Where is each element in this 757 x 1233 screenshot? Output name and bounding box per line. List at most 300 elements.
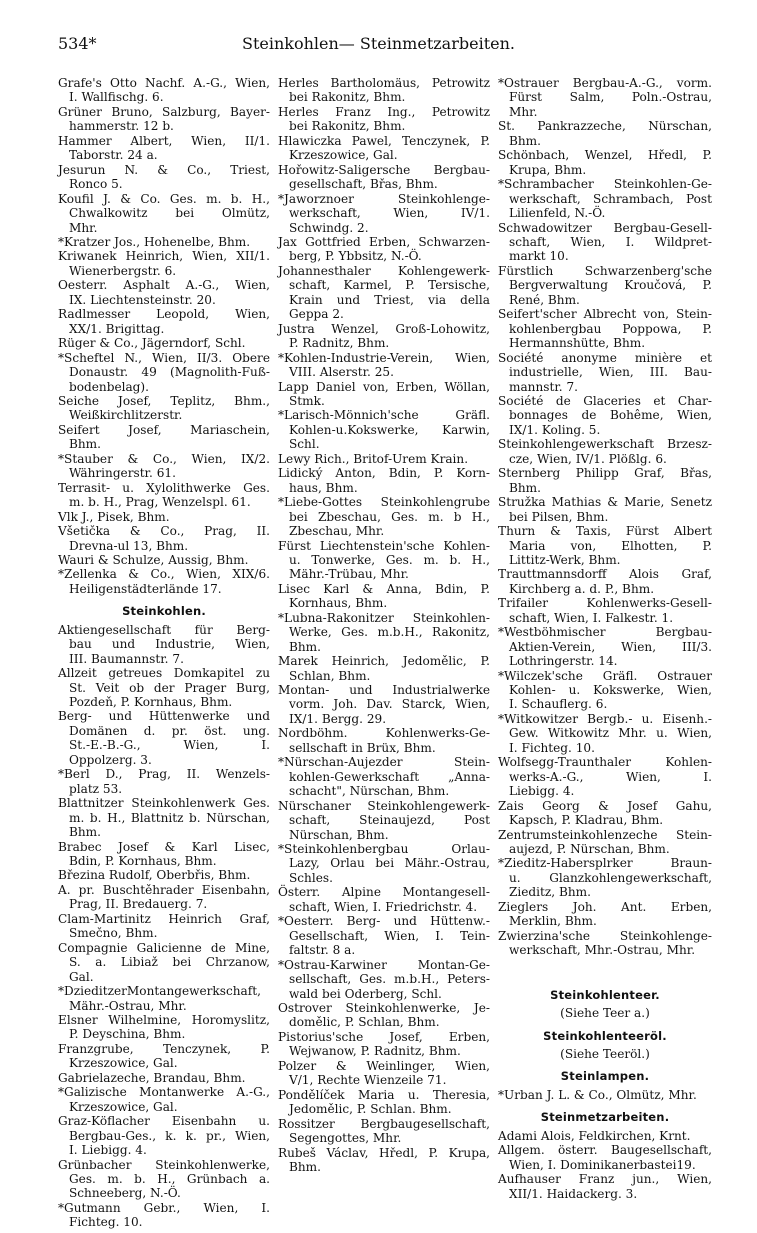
entry-address: kohlenbergbau Poppowa, P.	[509, 321, 712, 336]
entry-address: I. Fichteg. 10.	[509, 740, 595, 755]
entry-address: Prag, II. Bredauerg. 7.	[69, 897, 208, 912]
entry-address: industrielle, Wien, III. Bau-	[509, 365, 712, 380]
entry-name: Fürstlich Schwarzenberg'sche	[498, 263, 712, 278]
entry-address: bei Pilsen, Bhm.	[509, 509, 609, 524]
entry-address: Bergverwaltung Kroučová, P.	[509, 278, 712, 293]
entry-address: Zieditz, Bhm.	[509, 885, 591, 900]
entry-name: Graz-Köflacher Eisenbahn u.	[58, 1114, 270, 1129]
entry-address: Bhm.	[509, 480, 541, 495]
directory-entry	[58, 767, 270, 796]
entry-address: St. Veit ob der Prager Burg,	[69, 680, 270, 695]
entry-name: Polzer & Weinlinger, Wien,	[278, 1058, 490, 1073]
directory-entry	[278, 192, 490, 235]
column-1	[58, 76, 270, 1230]
entry-list	[278, 76, 490, 1174]
entry-name: Grünbacher Steinkohlenwerke,	[58, 1157, 270, 1172]
entry-address: Schwindg. 2.	[289, 220, 369, 235]
entry-name: Nordböhm. Kohlenwerks-Ge-	[278, 726, 490, 741]
directory-entry	[498, 1143, 712, 1172]
directory-entry	[58, 623, 270, 666]
directory-entry	[498, 177, 712, 220]
entry-name: Trifailer Kohlenwerks-Gesell-	[498, 596, 712, 611]
entry-name: Franzgrube, Tenczynek, P.	[58, 1041, 270, 1056]
directory-entry	[58, 235, 270, 249]
section-heading-steinkohlen: Steinkohlen.	[122, 604, 206, 619]
entry-address: haus, Bhm.	[289, 480, 358, 495]
entry-name: Clam-Martinitz Heinrich Graf,	[58, 911, 270, 926]
entry-name: Marek Heinrich, Jedomělic, P.	[278, 654, 490, 669]
entry-address: werkschaft, Mhr.-Ostrau, Mhr.	[509, 943, 696, 958]
entry-list	[498, 76, 712, 958]
entry-address: Heiligenstädterlände 17.	[69, 581, 222, 596]
entry-address: Werke, Ges. m.b.H., Rakonitz,	[289, 625, 490, 640]
entry-address: René, Bhm.	[509, 292, 580, 307]
entry-address: aujezd, P. Nürschan, Bhm.	[509, 842, 670, 857]
entry-name: Rüger & Co., Jägerndorf, Schl.	[58, 336, 246, 351]
entry-address: u. Glanzkohlengewerkschaft,	[509, 870, 712, 885]
section-heading-steinkohlenteer: Steinkohlenteer.	[550, 987, 660, 1002]
directory-entry	[498, 1088, 712, 1102]
entry-address: P. Radnitz, Bhm.	[289, 336, 390, 351]
directory-entry	[278, 351, 490, 380]
entry-address: u. Tonwerke, Ges. m. b. H.,	[289, 552, 490, 567]
directory-entry	[278, 466, 490, 495]
entry-address: wald bei Oderberg, Schl.	[289, 986, 442, 1001]
entry-address: Schl.	[289, 437, 320, 452]
entry-list	[58, 76, 270, 596]
directory-entry	[58, 709, 270, 767]
directory-entry	[278, 582, 490, 611]
entry-name: Jesurun N. & Co., Triest,	[58, 162, 270, 177]
entry-address: bodenbelag).	[69, 379, 149, 394]
entry-name: *Lubna-Rakonitzer Steinkohlen-	[278, 610, 490, 625]
entry-address: schaft, Wien, I. Friedrichstr. 4.	[289, 899, 478, 914]
entry-name: Terrasit- u. Xylolithwerke Ges.	[58, 480, 270, 495]
cross-reference: (Siehe Teer a.)	[560, 1006, 650, 1021]
entry-name: Aufhauser Franz jun., Wien,	[498, 1172, 712, 1187]
section-heading-steinkohlenteeroel: Steinkohlenteeröl.	[543, 1028, 667, 1043]
entry-name: Elsner Wilhelmine, Horomyslitz,	[58, 1013, 270, 1027]
page-header	[0, 28, 757, 58]
entry-address: schaft, Wien, I. Falkestr. 1.	[509, 610, 674, 625]
directory-entry	[498, 119, 712, 148]
directory-entry	[278, 322, 490, 351]
directory-entry	[498, 799, 712, 828]
entry-address: Währingerstr. 61.	[69, 466, 176, 481]
entry-name: Oesterr. Asphalt A.-G., Wien,	[58, 278, 270, 293]
entry-name: Koufil J. & Co. Ges. m. b. H.,	[58, 191, 270, 206]
entry-address: Stmk.	[289, 393, 325, 408]
directory-entry	[498, 437, 712, 466]
entry-name: Kriwanek Heinrich, Wien, XII/1.	[58, 249, 270, 264]
entry-list	[58, 623, 270, 1230]
entry-name: *Kohlen-Industrie-Verein, Wien,	[278, 350, 490, 365]
entry-name: *Zieditz-Habersplrker Braun-	[498, 856, 712, 871]
directory-entry	[278, 380, 490, 409]
directory-entry	[58, 1013, 270, 1042]
entry-name: Brabec Josef & Karl Lisec,	[58, 839, 270, 854]
directory-entry	[498, 929, 712, 958]
directory-entry	[58, 941, 270, 984]
entry-address: Lilienfeld, N.-Ö.	[509, 206, 606, 221]
directory-entry	[278, 654, 490, 683]
entry-name: *Westböhmischer Bergbau-	[498, 625, 712, 640]
directory-entry	[58, 452, 270, 481]
entry-address: Merklin, Bhm.	[509, 914, 597, 929]
directory-entry	[58, 394, 270, 423]
entry-name: Rossitzer Bergbaugesellschaft,	[278, 1116, 490, 1131]
entry-address: werks-A.-G., Wien, I.	[509, 769, 712, 784]
entry-name: Lewy Rich., Britof-Urem Krain.	[278, 451, 469, 466]
directory-entry	[278, 235, 490, 264]
entry-address: m. b. H., Blattnitz b. Nürschan,	[69, 810, 270, 825]
entry-name: *Jaworznoer Steinkohlenge-	[278, 191, 490, 206]
entry-address: Mhr.	[69, 220, 98, 235]
entry-address: Kohlen-u.Kokswerke, Karwin,	[289, 422, 490, 437]
entry-name: *Berl D., Prag, II. Wenzels-	[58, 767, 270, 782]
entry-name: *Urban J. L. & Co., Olmütz, Mhr.	[498, 1087, 697, 1102]
entry-address: Krain und Triest, via della	[289, 292, 490, 307]
entry-name: Všetička & Co., Prag, II.	[58, 524, 270, 539]
entry-address: Weißkirchlitzerstr.	[69, 408, 183, 423]
entry-name: Schönbach, Wenzel, Hředl, P.	[498, 148, 712, 163]
entry-address: XII/1. Haidackerg. 3.	[509, 1186, 638, 1201]
entry-name: Lapp Daniel von, Erben, Wöllan,	[278, 379, 490, 394]
entry-name: Aktiengesellschaft für Berg-	[58, 622, 270, 637]
directory-entry	[58, 423, 270, 452]
entry-address: hammerstr. 12 b.	[69, 119, 174, 134]
directory-entry	[498, 76, 712, 119]
directory-entry	[278, 1030, 490, 1059]
entry-name: Nürschaner Steinkohlengewerk-	[278, 798, 490, 813]
entry-name: Pistorius'sche Josef, Erben,	[278, 1029, 490, 1044]
directory-entry	[278, 1088, 490, 1117]
entry-name: Blattnitzer Steinkohlenwerk Ges.	[58, 796, 270, 811]
entry-name: Lisec Karl & Anna, Bdin, P.	[278, 581, 490, 596]
entry-name: Zais Georg & Josef Gahu,	[498, 798, 712, 813]
entry-address: Geppa 2.	[289, 307, 344, 322]
directory-entry	[498, 221, 712, 264]
directory-entry	[58, 1114, 270, 1157]
entry-address: m. b. H., Prag, Wenzelspl. 61.	[69, 495, 251, 510]
directory-entry	[498, 828, 712, 857]
entry-address: Fürst Salm, Poln.-Ostrau,	[509, 90, 712, 105]
directory-entry	[58, 1085, 270, 1114]
entry-address: sellschaft in Brüx, Bhm.	[289, 740, 436, 755]
directory-entry	[58, 278, 270, 307]
entry-address: Hermannshütte, Bhm.	[509, 336, 646, 351]
entry-name: Zwierzina'sche Steinkohlenge-	[498, 928, 712, 943]
entry-address: mannstr. 7.	[509, 379, 579, 394]
entry-name: Allgem. österr. Baugesellschaft,	[498, 1143, 712, 1158]
entry-address: III. Baumannstr. 7.	[69, 651, 184, 666]
directory-entry	[278, 134, 490, 163]
entry-name: Société anonyme minière et	[498, 350, 712, 365]
entry-name: Grafe's Otto Nachf. A.-G., Wien,	[58, 76, 270, 90]
entry-name: Johannesthaler Kohlengewerk-	[278, 263, 490, 278]
entry-address: XX/1. Brigittag.	[69, 321, 165, 336]
directory-entry	[58, 76, 270, 105]
directory-entry	[498, 900, 712, 929]
entry-name: Société de Glaceries et Char-	[498, 393, 712, 408]
column-3	[498, 76, 712, 1201]
directory-entry	[58, 567, 270, 596]
directory-entry	[498, 1129, 712, 1143]
directory-entry	[498, 596, 712, 625]
directory-entry	[278, 495, 490, 538]
entry-name: *Kratzer Jos., Hohenelbe, Bhm.	[58, 234, 251, 249]
entry-address: Zbeschau, Mhr.	[289, 524, 385, 539]
entry-address: Schneeberg, N.-Ö.	[69, 1186, 181, 1201]
entry-name: *Oesterr. Berg- und Hüttenw.-	[278, 914, 490, 929]
entry-address: Drevna-ul 13, Bhm.	[69, 538, 189, 553]
entry-list	[498, 1088, 712, 1102]
entry-name: *Larisch-Mönnich'sche Gräfl.	[278, 408, 490, 423]
entry-address: domělic, P. Schlan, Bhm.	[289, 1015, 440, 1030]
directory-entry	[278, 452, 490, 466]
entry-address: faltstr. 8 a.	[289, 943, 356, 958]
directory-entry	[498, 1172, 712, 1201]
section-heading-steinlampen: Steinlampen.	[560, 1069, 650, 1084]
entry-address: Mähr.-Ostrau, Mhr.	[69, 998, 187, 1013]
entry-name: *Ostrauer Bergbau-A.-G., vorm.	[498, 76, 712, 90]
entry-address: Taborstr. 24 a.	[69, 148, 158, 163]
entry-name: *DzieditzerMontangewerkschaft,	[58, 984, 261, 999]
entry-address: Krzeszowice, Gal.	[69, 1099, 178, 1114]
directory-entry	[278, 539, 490, 582]
entry-address: Gesellschaft, Wien, I. Tein-	[289, 928, 490, 943]
directory-entry	[278, 611, 490, 654]
directory-entry	[278, 76, 490, 105]
entry-name: *Steinkohlenbergbau Orlau-	[278, 842, 490, 857]
entry-address: Krupa, Bhm.	[509, 162, 587, 177]
entry-address: Schles.	[289, 870, 333, 885]
entry-name: Seifert'scher Albrecht von, Stein-	[498, 307, 712, 322]
directory-entry	[58, 796, 270, 839]
entry-address: kohlen-Gewerkschaft „Anna-	[289, 769, 490, 784]
entry-name: Fürst Liechtenstein'sche Kohlen-	[278, 538, 490, 553]
entry-name: *Witkowitzer Bergb.- u. Eisenh.-	[498, 711, 712, 726]
entry-address: Donaustr. 49 (Magnolith-Fuß-	[69, 365, 270, 380]
entry-address: Littitz-Werk, Bhm.	[509, 552, 621, 567]
entry-address: Nürschan, Bhm.	[289, 827, 389, 842]
entry-address: bonnages de Bohême, Wien,	[509, 408, 712, 423]
entry-address: schacht", Nürschan, Bhm.	[289, 784, 450, 799]
entry-address: Wien, I. Dominikanerbastei19.	[509, 1157, 696, 1172]
entry-address: IX/1. Koling. 5.	[509, 422, 601, 437]
entry-address: Wienerbergstr. 6.	[69, 263, 177, 278]
entry-address: bei Zbeschau, Ges. m. b H.,	[289, 509, 490, 524]
entry-name: Trauttmannsdorff Alois Graf,	[498, 567, 712, 582]
entry-address: P. Deyschina, Bhm.	[69, 1027, 186, 1042]
entry-address: cze, Wien, IV/1. Plößlg. 6.	[509, 451, 667, 466]
entry-address: Kirchberg a. d. P., Bhm.	[509, 581, 655, 596]
directory-entry	[58, 510, 270, 524]
entry-name: A. pr. Buschtěhrader Eisenbahn,	[58, 882, 270, 897]
entry-name: Montan- und Industrialwerke	[278, 683, 490, 698]
entry-address: Aktien-Verein, Wien, III/3.	[509, 639, 712, 654]
directory-entry	[58, 868, 270, 882]
entry-address: schaft, Wien, I. Wildpret-	[509, 234, 712, 249]
entry-name: Stružka Mathias & Marie, Senetz	[498, 495, 712, 510]
directory-entry	[278, 105, 490, 134]
directory-entry	[58, 553, 270, 567]
entry-name: Österr. Alpine Montangesell-	[278, 885, 490, 900]
entry-address: sellschaft, Ges. m.b.H., Peters-	[289, 972, 490, 987]
entry-address: vorm. Joh. Dav. Starck, Wien,	[289, 697, 490, 712]
entry-name: *Scheftel N., Wien, II/3. Obere	[58, 350, 270, 365]
entry-name: *Zellenka & Co., Wien, XIX/6.	[58, 567, 270, 582]
entry-name: Thurn & Taxis, Fürst Albert	[498, 524, 712, 539]
entry-address: I. Wallfischg. 6.	[69, 90, 164, 105]
directory-entry	[58, 249, 270, 278]
entry-address: bau und Industrie, Wien,	[69, 637, 270, 652]
directory-entry	[58, 1042, 270, 1071]
directory-entry	[58, 163, 270, 192]
entry-name: Seifert Josef, Mariaschein,	[58, 422, 270, 437]
directory-entry	[498, 466, 712, 495]
entry-name: Hlawiczka Pawel, Tenczynek, P.	[278, 133, 490, 148]
directory-entry	[278, 755, 490, 798]
directory-entry	[58, 1158, 270, 1201]
entry-address: Ges. m. b. H., Grünbach a.	[69, 1171, 270, 1186]
entry-address: V/1, Rechte Wienzeile 71.	[289, 1073, 447, 1088]
entry-address: VIII. Alserstr. 25.	[289, 365, 394, 380]
entry-name: Seiche Josef, Teplitz, Bhm.,	[58, 393, 270, 408]
entry-name: Radlmesser Leopold, Wien,	[58, 307, 270, 322]
entry-name: Schwadowitzer Bergbau-Gesell-	[498, 220, 712, 235]
directory-entry	[278, 163, 490, 192]
directory-entry	[58, 984, 270, 1013]
directory-entry	[498, 856, 712, 899]
entry-address: werkschaft, Wien, IV/1.	[289, 206, 490, 221]
directory-entry	[58, 912, 270, 941]
entry-address: Bergbau-Ges., k. k. pr., Wien,	[69, 1128, 270, 1143]
entry-address: gesellschaft, Břas, Bhm.	[289, 177, 438, 192]
entry-address: Domänen d. pr. öst. ung.	[69, 723, 270, 738]
directory-entry	[58, 192, 270, 235]
directory-entry	[278, 842, 490, 885]
entry-name: *Wilczek'sche Gräfl. Ostrauer	[498, 668, 712, 683]
entry-address: Krzeszowice, Gal.	[289, 148, 398, 163]
entry-address: Liebigg. 4.	[509, 784, 575, 799]
entry-address: platz 53.	[69, 781, 123, 796]
entry-address: Krzeszowice, Gal.	[69, 1056, 178, 1071]
directory-entry	[498, 755, 712, 798]
entry-name: *Galizische Montanwerke A.-G.,	[58, 1085, 270, 1100]
entry-address: Lazy, Orlau bei Mähr.-Ostrau,	[289, 856, 490, 871]
directory-entry	[498, 524, 712, 567]
entry-name: Ostrover Steinkohlenwerke, Je-	[278, 1001, 490, 1015]
entry-address: schaft, Steinaujezd, Post	[289, 813, 490, 828]
entry-address: bei Rakonitz, Bhm.	[289, 119, 406, 134]
entry-address: S. a. Libiaž bei Chrzanow,	[69, 955, 270, 970]
entry-address: St.-E.-B.-G., Wien, I.	[69, 738, 270, 753]
entry-name: Wolfsegg-Traunthaler Kohlen-	[498, 755, 712, 770]
entry-name: Adami Alois, Feldkirchen, Krnt.	[498, 1128, 691, 1143]
entry-list	[498, 1129, 712, 1201]
entry-name: Zieglers Joh. Ant. Erben,	[498, 899, 712, 914]
entry-address: Kornhaus, Bhm.	[289, 596, 388, 611]
entry-address: Gew. Witkowitz Mhr. u. Wien,	[509, 726, 712, 741]
entry-name: *Liebe-Gottes Steinkohlengrube	[278, 495, 490, 510]
entry-name: Jax Gottfried Erben, Schwarzen-	[278, 234, 490, 249]
entry-address: werkschaft, Schrambach, Post	[509, 191, 712, 206]
entry-address: berg, P. Ybbsitz, N.-Ö.	[289, 249, 422, 264]
entry-address: IX. Liechtensteinstr. 20.	[69, 292, 216, 307]
directory-entry	[278, 1117, 490, 1146]
directory-entry	[58, 105, 270, 134]
directory-entry	[58, 481, 270, 510]
directory-entry	[278, 1059, 490, 1088]
entry-name: Grüner Bruno, Salzburg, Bayer-	[58, 104, 270, 119]
entry-address: schaft, Karmel, P. Tersische,	[289, 278, 490, 293]
directory-entry	[58, 883, 270, 912]
directory-entry	[498, 351, 712, 394]
entry-address: I. Liebigg. 4.	[69, 1143, 147, 1158]
directory-entry	[58, 351, 270, 394]
entry-address: Bhm.	[509, 133, 541, 148]
directory-entry	[58, 307, 270, 336]
entry-name: Herles Franz Ing., Petrowitz	[278, 104, 490, 119]
entry-address: Smečno, Bhm.	[69, 926, 158, 941]
directory-entry	[498, 712, 712, 755]
directory-entry	[278, 1001, 490, 1030]
directory-entry	[58, 666, 270, 709]
entry-name: Hořowitz-Saligersche Bergbau-	[278, 162, 490, 177]
entry-name: Steinkohlengewerkschaft Brzesz-	[498, 437, 712, 452]
entry-address: Chwalkowitz bei Olmütz,	[69, 206, 270, 221]
cross-reference: (Siehe Teeröl.)	[560, 1047, 650, 1061]
entry-address: Bdin, P. Kornhaus, Bhm.	[69, 854, 217, 869]
entry-address: Lothringerstr. 14.	[509, 654, 618, 669]
entry-name: *Nürschan-Aujezder Stein-	[278, 755, 490, 770]
directory-entry	[58, 524, 270, 553]
directory-entry	[58, 134, 270, 163]
section-heading-steinmetzarbeiten: Steinmetzarbeiten.	[540, 1110, 670, 1125]
entry-name: Justra Wenzel, Groß-Lohowitz,	[278, 321, 490, 336]
entry-address: Oppolzerg. 3.	[69, 752, 152, 767]
entry-name: Březina Rudolf, Oberbřis, Bhm.	[58, 868, 251, 883]
entry-name: Gabrielazeche, Brandau, Bhm.	[58, 1070, 246, 1085]
entry-name: *Schrambacher Steinkohlen-Ge-	[498, 177, 712, 192]
entry-address: Segengottes, Mhr.	[289, 1131, 402, 1146]
entry-name: Compagnie Galicienne de Mine,	[58, 940, 270, 955]
entry-address: Kapsch, P. Kladrau, Bhm.	[509, 813, 664, 828]
entry-address: Mähr.-Trübau, Mhr.	[289, 567, 409, 582]
entry-address: Pozdeň, P. Kornhaus, Bhm.	[69, 695, 233, 710]
directory-entry	[498, 625, 712, 668]
entry-address: Bhm.	[69, 825, 101, 840]
entry-name: Allzeit getreues Domkapitel zu	[58, 666, 270, 681]
entry-address: Wejwanow, P. Radnitz, Bhm.	[289, 1044, 461, 1059]
directory-entry	[498, 264, 712, 307]
entry-address: Bhm.	[289, 639, 321, 654]
entry-name: *Stauber & Co., Wien, IX/2.	[58, 451, 270, 466]
directory-entry	[278, 914, 490, 957]
entry-address: Maria von, Elhotten, P.	[509, 538, 712, 553]
entry-address: Bhm.	[69, 437, 101, 452]
entry-name: Wauri & Schulze, Aussig, Bhm.	[58, 552, 249, 567]
directory-entry	[498, 669, 712, 712]
entry-address: Ronco 5.	[69, 177, 123, 192]
entry-name: Vlk J., Pisek, Bhm.	[58, 509, 170, 524]
entry-name: Sternberg Philipp Graf, Břas,	[498, 466, 712, 481]
entry-address: Fichteg. 10.	[69, 1215, 143, 1230]
directory-entry	[58, 336, 270, 350]
entry-address: Jedomělic, P. Schlan. Bhm.	[289, 1102, 452, 1117]
directory-entry	[278, 799, 490, 842]
